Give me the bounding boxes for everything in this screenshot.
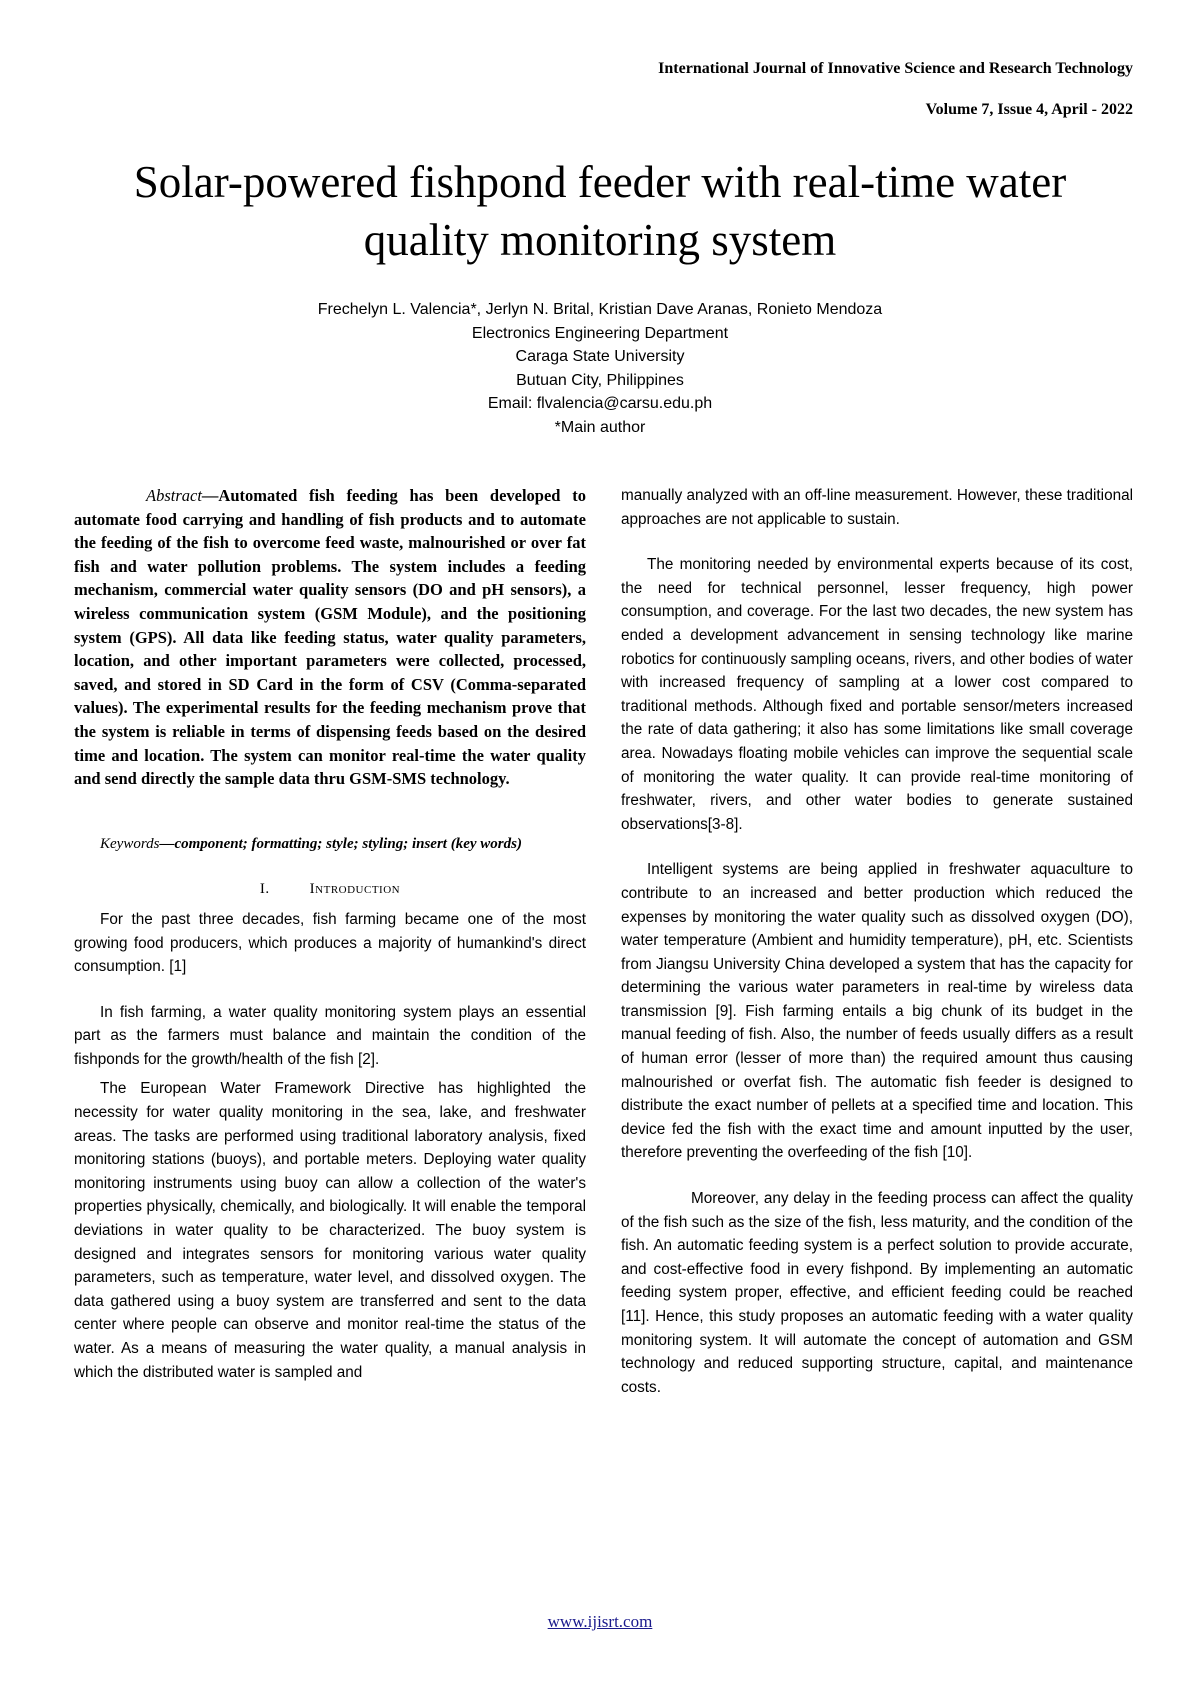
- right-column: [621, 484, 1133, 1399]
- section-number: I.: [259, 881, 270, 898]
- left-column: [74, 484, 586, 1384]
- title-line-2: quality monitoring system: [363, 215, 837, 265]
- right-paragraph-3: Intelligent systems are being applied in freshwater aquaculture to contribute to an increased and better production which reduced the expenses by monitoring the water quality such as dissolved oxygen (DO), water temperature (Ambient and humidity temperature), pH, etc. Scientists from Jiangsu University China developed a system that has the capacity for determining the various water parameters in real-time by wireless data transmission [9]. Fish farming entails a big chunk of its budget in the manual feeding of fish. Also, the number of feeds usually differs as a result of human error (lesser of more than) the required amount thus causing malnourished or overfat fish. The automatic fish feeder is designed to distribute the exact number of pellets at a specified time and location. This device fed the fish with the exact time and amount inputted by the user, therefore preventing the overfeeding of the fish [10].: [621, 861, 1133, 1162]
- section-heading-introduction: [74, 878, 586, 902]
- section-title: Introduction: [309, 881, 401, 898]
- keywords-text: —component; formatting; style; styling; insert (key words): [159, 835, 522, 852]
- intro-paragraph-3: The European Water Framework Directive has highlighted the necessity for water quality monitoring in the sea, lake, and freshwater areas. The tasks are performed using traditional laboratory analysis, fixed monitoring stations (buoys), and portable meters. Deploying water quality monitoring instruments using buoy can allow a collection of the water's properties physically, chemically, and biologically. It will enable the temporal deviations in water quality to be characterized. The buoy system is designed and integrates sensors for monitoring various water quality parameters, such as temperature, water level, and dissolved oxygen. The data gathered using a buoy system are transferred and sent to the data center where people can observe and monitor real-time the status of the water. As a means of measuring the water quality, a manual analysis in which the distributed water is sampled and: [74, 1080, 586, 1381]
- author-note: *Main author: [554, 418, 646, 436]
- abstract: [74, 484, 586, 791]
- author-department: Electronics Engineering Department: [471, 324, 729, 342]
- intro-paragraph-1: For the past three decades, fish farming became one of the most growing food producers, which produces a majority of humankind's direct consumption. [1]: [74, 910, 586, 976]
- right-paragraph-2: The monitoring needed by environmental experts because of its cost, the need for technical personnel, lesser frequency, high power consumption, and coverage. For the last two decades, the new system has ended a development advancement in sensing technology like marine robotics for continuously sampling oceans, rivers, and other bodies of water with increased frequency of sampling at a lower cost compared to traditional methods. Although fixed and portable sensor/meters increased the rate of data gathering; it also has some limitations like small coverage area. Nowadays floating mobile vehicles can improve the sequential scale of monitoring the water quality. It can provide real-time monitoring of freshwater, rivers, and other water bodies to generate sustained observations[3-8].: [621, 556, 1133, 833]
- abstract-text: —Automated fish feeding has been developed to automate food carrying and handling of fish products and to automate the feeding of the fish to overcome feed waste, malnourished or over fat fish and water pollution problems. The system includes a feeding mechanism, commercial water quality sensors (DO and pH sensors), a wireless communication system (GSM Module), and the positioning system (GPS). All data like feeding status, water quality parameters, location, and other important parameters were collected, processed, saved, and stored in SD Card in the form of CSV (Comma-separated values). The experimental results for the feeding mechanism prove that the system is reliable in terms of dispensing feeds based on the desired time and location. The system can monitor real-time the water quality and send directly the sample data thru GSM-SMS technology.: [74, 486, 586, 789]
- journal-website-link[interactable]: www.ijisrt.com: [547, 1612, 653, 1631]
- author-block: [160, 298, 1040, 439]
- author-university: Caraga State University: [515, 348, 685, 365]
- paper-title: [60, 153, 1140, 269]
- keywords: [74, 833, 586, 857]
- title-line-1: Solar-powered fishpond feeder with real-time water: [133, 157, 1067, 207]
- abstract-label: Abstract: [146, 486, 202, 505]
- right-paragraph-1: manually analyzed with an off-line measurement. However, these traditional approaches are not applicable to sustain.: [621, 487, 1133, 528]
- intro-paragraph-2: In fish farming, a water quality monitoring system plays an essential part as the farmers must balance and maintain the condition of the fishponds for the growth/health of the fish [2].: [74, 1003, 586, 1068]
- author-email: Email: flvalencia@carsu.edu.ph: [487, 395, 713, 412]
- author-names: Frechelyn L. Valencia*, Jerlyn N. Brital, Kristian Dave Aranas, Ronieto Mendoza: [317, 301, 883, 318]
- right-paragraph-4: Moreover, any delay in the feeding process can affect the quality of the fish such as the size of the fish, less maturity, and the condition of the fish. An automatic feeding system is a perfect solution to provide accurate, and cost-effective food in every fishpond. By implementing an automatic feeding system proper, effective, and efficient feeding could be reached [11]. Hence, this study proposes an automatic feeding with a water quality monitoring system. It will automate the concept of automation and GSM technology and reduced supporting structure, capital, and maintenance costs.: [621, 1190, 1133, 1396]
- author-city: Butuan City, Philippines: [516, 371, 684, 389]
- journal-volume: Volume 7, Issue 4, April - 2022: [925, 101, 1133, 118]
- journal-name: International Journal of Innovative Science and Research Technology: [658, 60, 1133, 77]
- keywords-label: Keywords: [100, 835, 160, 852]
